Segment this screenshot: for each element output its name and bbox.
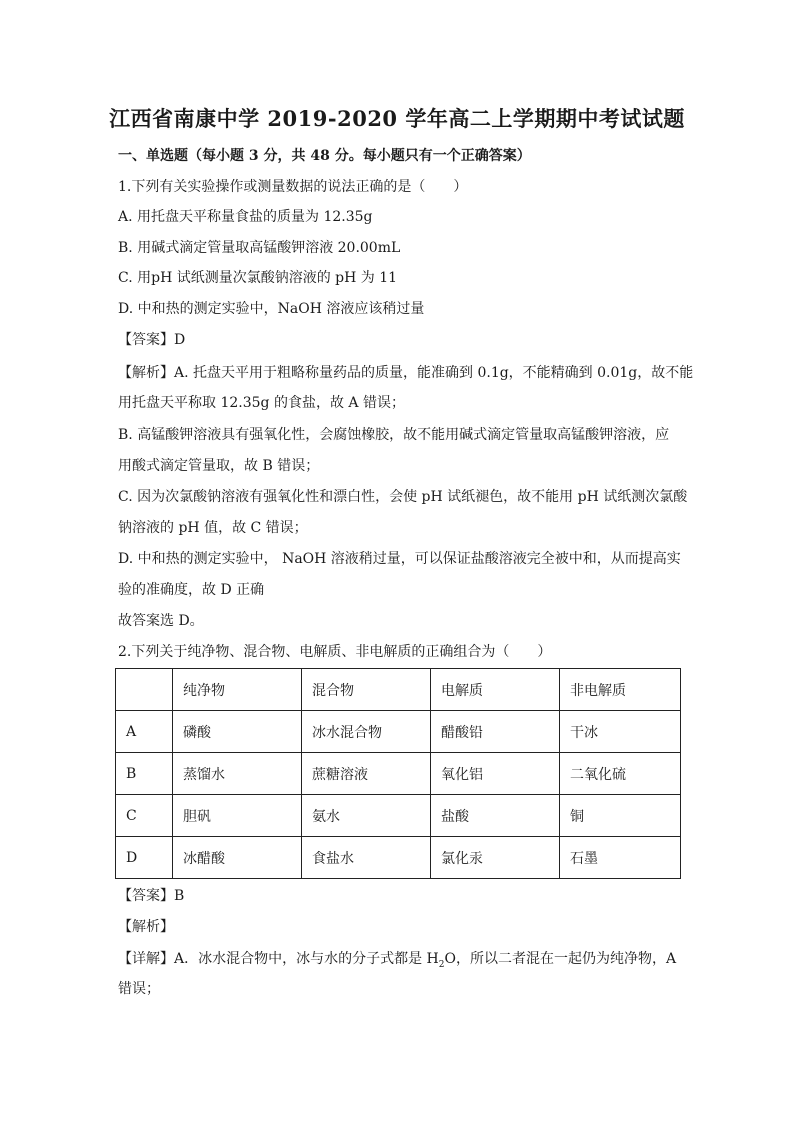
table-header-cell: 非电解质	[560, 669, 681, 711]
question-1-analysis-line: D. 中和热的测定实验中， NaOH 溶液稍过量，可以保证盐酸溶液完全被中和，从而提高实	[118, 551, 681, 567]
section-heading: 一、单选题（每小题 3 分，共 48 分。每小题只有一个正确答案）	[118, 148, 531, 164]
question-1-analysis-line: 用托盘天平称取 12.35g 的食盐，故 A 错误；	[118, 395, 405, 411]
question-1-stem: 1.下列有关实验操作或测量数据的说法正确的是（ ）	[118, 179, 468, 195]
table-cell: D	[116, 837, 173, 879]
table-cell: 醋酸铅	[431, 711, 560, 753]
table-cell: 盐酸	[431, 795, 560, 837]
table-cell: 石墨	[560, 837, 681, 879]
subscript: 2	[438, 959, 445, 970]
table-row	[116, 753, 681, 795]
question-2-detail-end: 错误；	[118, 981, 160, 997]
question-1-option-d: D. 中和热的测定实验中，NaOH 溶液应该稍过量	[118, 301, 425, 317]
table-header-row	[116, 669, 681, 711]
table-cell: C	[116, 795, 173, 837]
question-1-analysis-line: B. 高锰酸钾溶液具有强氧化性，会腐蚀橡胶，故不能用碱式滴定管量取高锰酸钾溶液，应	[118, 427, 670, 443]
table-cell: 氯化汞	[431, 837, 560, 879]
question-2-detail-line	[118, 949, 676, 975]
table-cell: 氨水	[302, 795, 431, 837]
table-cell: 铜	[560, 795, 681, 837]
question-1-analysis-line: 用酸式滴定管量取，故 B 错误；	[118, 458, 320, 474]
question-1-analysis-line: 【解析】A. 托盘天平用于粗略称量药品的质量，能准确到 0.1g，不能精确到 0.01g，故不能	[118, 365, 694, 381]
table-cell: A	[116, 711, 173, 753]
table-cell: 二氧化硫	[560, 753, 681, 795]
table-cell: 冰醋酸	[173, 837, 302, 879]
question-1-option-c: C. 用pH 试纸测量次氯酸钠溶液的 pH 为 11	[118, 270, 398, 286]
question-1-option-a: A. 用托盘天平称量食盐的质量为 12.35g	[118, 209, 373, 225]
question-2-answer: 【答案】B	[118, 888, 185, 904]
question-1-analysis-line: 验的准确度，故 D 正确	[118, 582, 265, 598]
question-2-stem: 2.下列关于纯净物、混合物、电解质、非电解质的正确组合为（ ）	[118, 644, 552, 660]
question-1-analysis-line: 钠溶液的 pH 值，故 C 错误；	[118, 520, 308, 536]
page-title: 江西省南康中学 2019-2020 学年高二上学期期中考试试题	[109, 106, 685, 131]
table-cell: 蔗糖溶液	[302, 753, 431, 795]
question-1-answer: 【答案】D	[118, 332, 186, 348]
table-row	[116, 711, 681, 753]
table-cell: 食盐水	[302, 837, 431, 879]
table-cell: 冰水混合物	[302, 711, 431, 753]
table-cell: 胆矾	[173, 795, 302, 837]
question-1-option-b: B. 用碱式滴定管量取高锰酸钾溶液 20.00mL	[118, 240, 401, 256]
table-row	[116, 837, 681, 879]
table-cell: 蒸馏水	[173, 753, 302, 795]
table-header-cell: 电解质	[431, 669, 560, 711]
table-row	[116, 795, 681, 837]
table-header-cell: 纯净物	[173, 669, 302, 711]
table-cell: B	[116, 753, 173, 795]
detail-text: 【详解】A．冰水混合物中，冰与水的分子式都是 H	[118, 951, 439, 967]
classification-table	[115, 668, 681, 879]
table-cell: 氧化铝	[431, 753, 560, 795]
question-1-analysis-line: C. 因为次氯酸钠溶液有强氧化性和漂白性，会使 pH 试纸褪色，故不能用 pH 试纸测次氯酸	[118, 489, 688, 505]
table-header-cell: 混合物	[302, 669, 431, 711]
question-1-analysis-line: 故答案选 D。	[118, 613, 204, 629]
detail-text: O，所以二者混在一起仍为纯净物，A	[444, 951, 677, 967]
question-2-analysis-heading: 【解析】	[118, 919, 174, 935]
table-cell: 干冰	[560, 711, 681, 753]
table-cell: 磷酸	[173, 711, 302, 753]
table-header-cell	[116, 669, 173, 711]
